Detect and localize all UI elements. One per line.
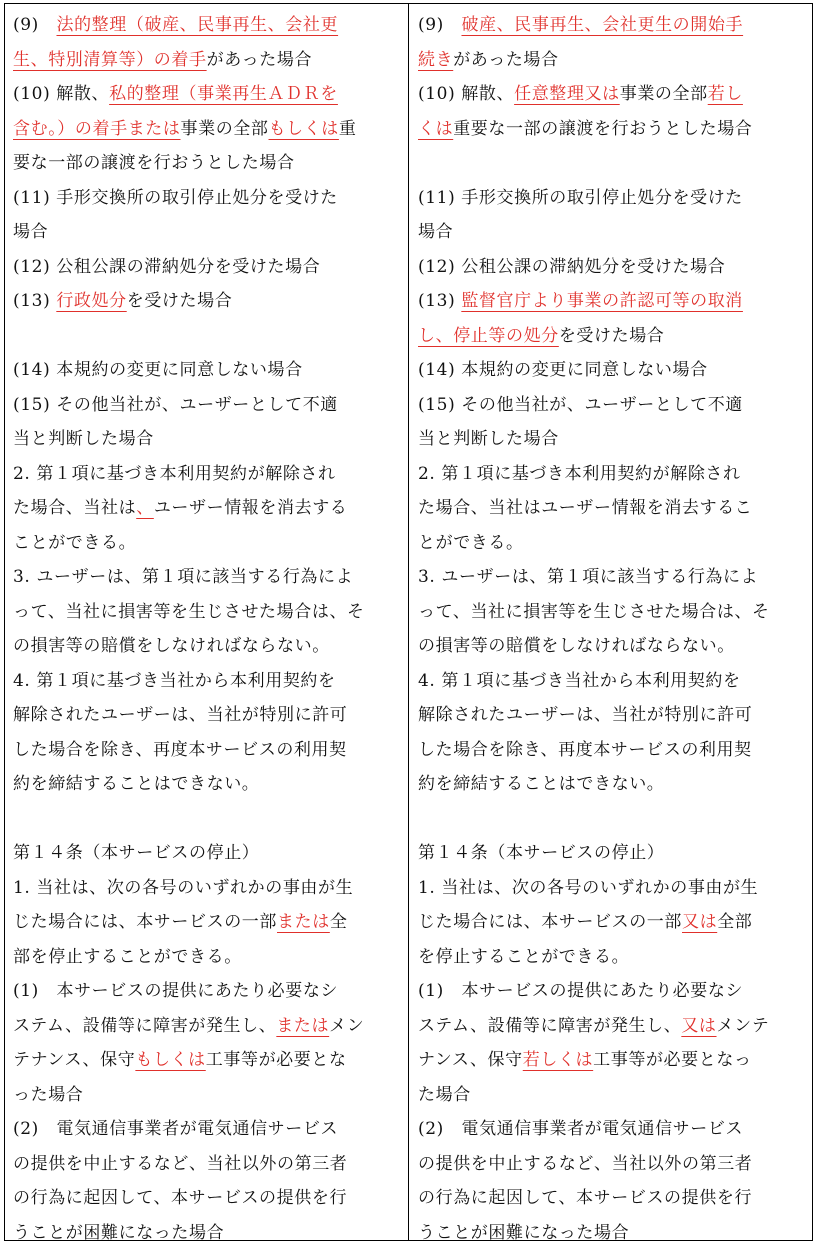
text-segment: の提供を中止するなど、当社以外の第三者 [13, 1154, 347, 1174]
text-segment: ステム、設備等に障害が発生し、 [13, 1016, 276, 1036]
changed-text: 又は [682, 912, 717, 932]
text-segment: (2) 電気通信事業者が電気通信サービス [418, 1119, 743, 1139]
text-segment: を受けた場合 [559, 326, 665, 346]
text-segment: 2. 第１項に基づき本利用契約が解除され [418, 464, 741, 484]
text-line [13, 974, 399, 1009]
text-line [13, 1112, 399, 1147]
text-line [418, 871, 804, 906]
text-line [418, 491, 804, 526]
text-line [418, 595, 804, 630]
text-segment: を受けた場合 [127, 291, 233, 311]
changed-text: 若し [708, 84, 743, 104]
text-segment: 重要な一部の譲渡を行おうとした場合 [453, 119, 752, 139]
text-segment: 解除されたユーザーは、当社が特別に許可 [418, 705, 752, 725]
text-line [418, 629, 804, 664]
text-segment: 2. 第１項に基づき本利用契約が解除され [13, 464, 336, 484]
text-segment: 場合 [13, 222, 48, 242]
text-segment: 当と判断した場合 [13, 429, 154, 449]
text-segment: (9) [13, 15, 56, 35]
text-line [13, 388, 399, 423]
text-line [13, 1181, 399, 1216]
changed-text: 行政処分 [56, 291, 126, 311]
text-segment: 解除されたユーザーは、当社が特別に許可 [13, 705, 347, 725]
text-segment: 工事等が必要とな [206, 1050, 347, 1070]
text-line [418, 560, 804, 595]
text-line [418, 8, 804, 43]
text-line [13, 43, 399, 78]
text-line [13, 146, 399, 181]
changed-text: 破産、民事再生、会社更生の開始手 [461, 15, 743, 35]
column-revised [13, 8, 399, 1250]
changed-text: 、 [136, 498, 154, 518]
text-line [13, 422, 399, 457]
text-segment: (13) [418, 291, 461, 311]
text-segment: の提供を中止するなど、当社以外の第三者 [418, 1154, 752, 1174]
text-segment: (15) その他当社が、ユーザーとして不適 [418, 395, 743, 415]
text-line [13, 457, 399, 492]
text-line [418, 1009, 804, 1044]
text-segment: 部を停止することができる。 [13, 947, 242, 967]
text-line [13, 181, 399, 216]
text-segment: 第１４条（本サービスの停止） [13, 843, 259, 863]
text-segment: 場合 [418, 222, 453, 242]
text-segment: (14) 本規約の変更に同意しない場合 [13, 360, 303, 380]
changed-text: し、停止等の処分 [418, 326, 559, 346]
text-line [13, 698, 399, 733]
text-line [418, 905, 804, 940]
text-segment: した場合を除き、再度本サービスの利用契 [13, 740, 347, 760]
text-segment: とができる。 [418, 533, 524, 553]
text-line [13, 629, 399, 664]
changed-text: 含む。）の着手または [13, 119, 181, 139]
text-line [418, 664, 804, 699]
text-segment: って、当社に損害等を生じさせた場合は、そ [13, 602, 365, 622]
text-line [418, 319, 804, 354]
text-segment: 約を締結することはできない。 [13, 774, 259, 794]
text-segment: 4. 第１項に基づき当社から本利用契約を [13, 671, 336, 691]
text-line [418, 526, 804, 561]
text-segment: (9) [418, 15, 461, 35]
changed-text: 又は [681, 1016, 716, 1036]
text-segment: 当と判断した場合 [418, 429, 559, 449]
text-line [13, 871, 399, 906]
text-segment: うことが困難になった場合 [13, 1223, 224, 1243]
text-line [418, 43, 804, 78]
text-segment: 3. ユーザーは、第１項に該当する行為によ [418, 567, 758, 587]
text-segment: (12) 公租公課の滞納処分を受けた場合 [418, 257, 725, 277]
text-line [418, 1078, 804, 1113]
changed-text: 若しくは [523, 1050, 593, 1070]
text-line [13, 905, 399, 940]
text-line [418, 1147, 804, 1182]
text-segment: た場合、当社はユーザー情報を消去するこ [418, 498, 752, 518]
text-segment: ことができる。 [13, 533, 136, 553]
text-segment: (11) 手形交換所の取引停止処分を受けた [13, 188, 338, 208]
changed-text: もしくは [269, 119, 339, 139]
text-line [418, 1181, 804, 1216]
text-line [13, 250, 399, 285]
text-segment: 1. 当社は、次の各号のいずれかの事由が生 [13, 878, 353, 898]
text-segment: 4. 第１項に基づき当社から本利用契約を [418, 671, 741, 691]
text-segment: 事業の全部 [620, 84, 708, 104]
text-segment: (15) その他当社が、ユーザーとして不適 [13, 395, 338, 415]
blank-line [418, 146, 804, 181]
text-segment: ステム、設備等に障害が発生し、 [418, 1016, 681, 1036]
text-segment: した場合を除き、再度本サービスの利用契 [418, 740, 752, 760]
text-line [418, 1216, 804, 1250]
text-line [418, 112, 804, 147]
changed-text: 私的整理（事業再生ＡＤＲを [109, 84, 338, 104]
text-line [13, 353, 399, 388]
text-segment: の損害等の賠償をしなければならない。 [418, 636, 735, 656]
text-line [418, 698, 804, 733]
text-segment: 要な一部の譲渡を行おうとした場合 [13, 153, 295, 173]
text-line [13, 595, 399, 630]
text-segment: があった場合 [453, 50, 558, 70]
changed-text: 生、特別清算等）の着手 [13, 50, 207, 70]
text-line [13, 767, 399, 802]
text-line [418, 77, 804, 112]
text-segment: メンテ [717, 1016, 770, 1036]
changed-text: 任意整理又は [514, 84, 620, 104]
changed-text: くは [418, 119, 453, 139]
text-segment: があった場合 [207, 50, 312, 70]
changed-text: 監督官庁より事業の許認可等の取消 [461, 291, 743, 311]
text-line [418, 181, 804, 216]
text-line [13, 560, 399, 595]
text-segment: じた場合には、本サービスの一部 [13, 912, 277, 932]
blank-line [13, 319, 399, 354]
text-line [13, 940, 399, 975]
text-line [13, 526, 399, 561]
text-segment: を停止することができる。 [418, 947, 629, 967]
text-segment: の損害等の賠償をしなければならない。 [13, 636, 330, 656]
text-line [13, 284, 399, 319]
text-segment: (2) 電気通信事業者が電気通信サービス [13, 1119, 338, 1139]
blank-line [418, 802, 804, 837]
text-line [13, 215, 399, 250]
changed-text: もしくは [135, 1050, 205, 1070]
text-segment: 第１４条（本サービスの停止） [418, 843, 664, 863]
text-line [13, 1043, 399, 1078]
text-segment: (10) 解散、 [13, 84, 109, 104]
text-segment: 3. ユーザーは、第１項に該当する行為によ [13, 567, 353, 587]
text-segment: 全部 [717, 912, 752, 932]
text-line [13, 1216, 399, 1250]
text-line [418, 250, 804, 285]
text-segment: 重 [339, 119, 357, 139]
text-line [13, 77, 399, 112]
changed-text: または [276, 1016, 329, 1036]
text-line [418, 457, 804, 492]
text-line [418, 836, 804, 871]
text-segment: 工事等が必要となっ [593, 1050, 751, 1070]
text-line [418, 940, 804, 975]
column-divider [408, 3, 409, 1241]
text-segment: (13) [13, 291, 56, 311]
text-line [418, 733, 804, 768]
text-line [418, 215, 804, 250]
text-line [418, 353, 804, 388]
text-line [13, 836, 399, 871]
text-line [13, 1009, 399, 1044]
text-line [418, 388, 804, 423]
text-line [13, 8, 399, 43]
text-line [418, 1043, 804, 1078]
text-line [13, 733, 399, 768]
text-line [418, 1112, 804, 1147]
text-line [418, 767, 804, 802]
text-segment: ユーザー情報を消去する [154, 498, 348, 518]
text-line [13, 112, 399, 147]
column-original [418, 8, 804, 1250]
text-segment: って、当社に損害等を生じさせた場合は、そ [418, 602, 770, 622]
text-line [418, 974, 804, 1009]
text-line [418, 284, 804, 319]
text-segment: じた場合には、本サービスの一部 [418, 912, 682, 932]
text-segment: ナンス、保守 [418, 1050, 523, 1070]
changed-text: または [277, 912, 330, 932]
text-segment: テナンス、保守 [13, 1050, 135, 1070]
text-segment: メン [329, 1016, 364, 1036]
text-segment: (14) 本規約の変更に同意しない場合 [418, 360, 708, 380]
text-line [13, 491, 399, 526]
text-segment: の行為に起因して、本サービスの提供を行 [418, 1188, 752, 1208]
changed-text: 法的整理（破産、民事再生、会社更 [56, 15, 338, 35]
changed-text: 続き [418, 50, 453, 70]
text-segment: 事業の全部 [181, 119, 269, 139]
text-segment: (1) 本サービスの提供にあたり必要なシ [13, 981, 338, 1001]
text-segment: 約を締結することはできない。 [418, 774, 664, 794]
text-line [418, 422, 804, 457]
text-segment: った場合 [13, 1085, 83, 1105]
text-segment: 1. 当社は、次の各号のいずれかの事由が生 [418, 878, 758, 898]
text-line [13, 1078, 399, 1113]
text-segment: (11) 手形交換所の取引停止処分を受けた [418, 188, 743, 208]
text-segment: (10) 解散、 [418, 84, 514, 104]
text-segment: た場合 [418, 1085, 471, 1105]
text-segment: 全 [330, 912, 348, 932]
text-segment: うことが困難になった場合 [418, 1223, 629, 1243]
text-segment: た場合、当社は [13, 498, 136, 518]
text-line [13, 1147, 399, 1182]
text-segment: (12) 公租公課の滞納処分を受けた場合 [13, 257, 320, 277]
blank-line [13, 802, 399, 837]
text-segment: (1) 本サービスの提供にあたり必要なシ [418, 981, 743, 1001]
text-line [13, 664, 399, 699]
text-segment: の行為に起因して、本サービスの提供を行 [13, 1188, 347, 1208]
